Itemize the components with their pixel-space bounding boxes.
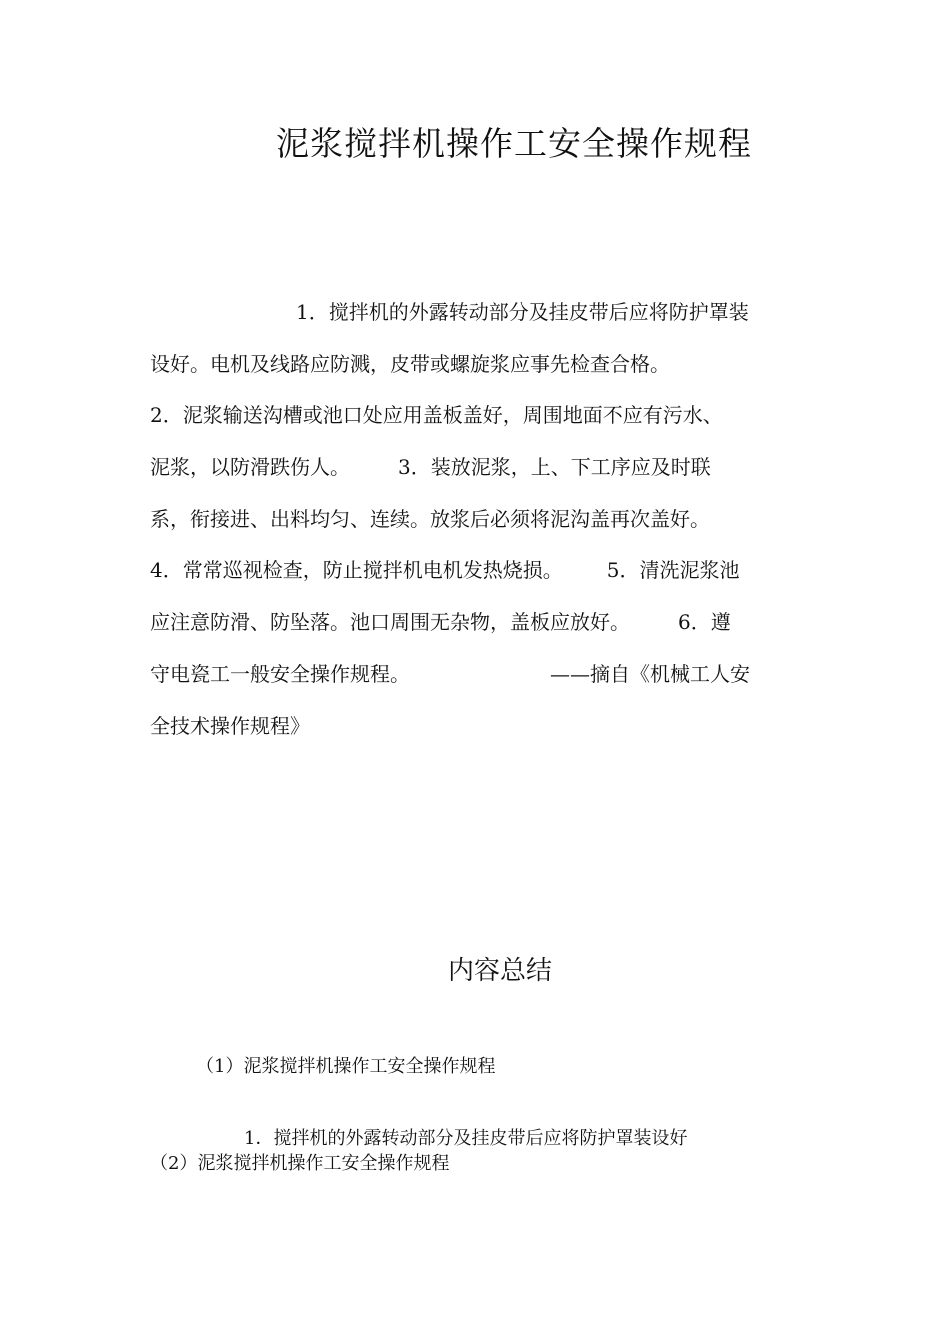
body-text-fragment: 6．遵 (678, 610, 731, 635)
body-text-fragment: 4．常常巡视检查，防止搅拌机电机发热烧损。 (150, 558, 563, 583)
document-body (150, 287, 800, 752)
body-text-fragment: 2．泥浆输送沟槽或池口处应用盖板盖好，周围地面不应有污水、 (150, 403, 723, 428)
body-line (150, 701, 800, 753)
body-text-fragment: 系，衔接进、出料均匀、连续。放浆后必须将泥沟盖再次盖好。 (150, 506, 710, 531)
body-text-fragment: 5．清洗泥浆池 (606, 558, 740, 583)
body-line (150, 339, 800, 391)
body-text-fragment: 守电瓷工一般安全操作规程。 (150, 661, 410, 686)
summary-item: （2）泥浆搅拌机操作工安全操作规程 (150, 1153, 450, 1174)
body-line (150, 442, 800, 494)
summary-item-detail: 1．搅拌机的外露转动部分及挂皮带后应将防护罩装设好 (244, 1128, 688, 1149)
summary-item: （1）泥浆搅拌机操作工安全操作规程 (196, 1056, 496, 1077)
summary-title: 内容总结 (448, 956, 553, 986)
body-line (150, 597, 800, 649)
body-text-fragment: 1．搅拌机的外露转动部分及挂皮带后应将防护罩装 (296, 300, 749, 324)
document-title: 泥浆搅拌机操作工安全操作规程 (276, 124, 752, 163)
body-line (150, 649, 800, 701)
body-text-fragment: 应注意防滑、防坠落。池口周围无杂物，盖板应放好。 (150, 610, 630, 635)
body-text-fragment: ——摘自《机械工人安 (550, 661, 750, 686)
body-text-fragment: 全技术操作规程》 (150, 713, 310, 738)
body-text-fragment: 泥浆，以防滑跌伤人。 (150, 455, 350, 480)
body-line (150, 390, 800, 442)
body-line (150, 287, 800, 339)
body-line (150, 545, 800, 597)
body-text-fragment: 设好。电机及线路应防溅，皮带或螺旋浆应事先检查合格。 (150, 351, 670, 376)
body-text-fragment: 3．装放泥浆，上、下工序应及时联 (398, 455, 711, 480)
body-line (150, 494, 800, 546)
